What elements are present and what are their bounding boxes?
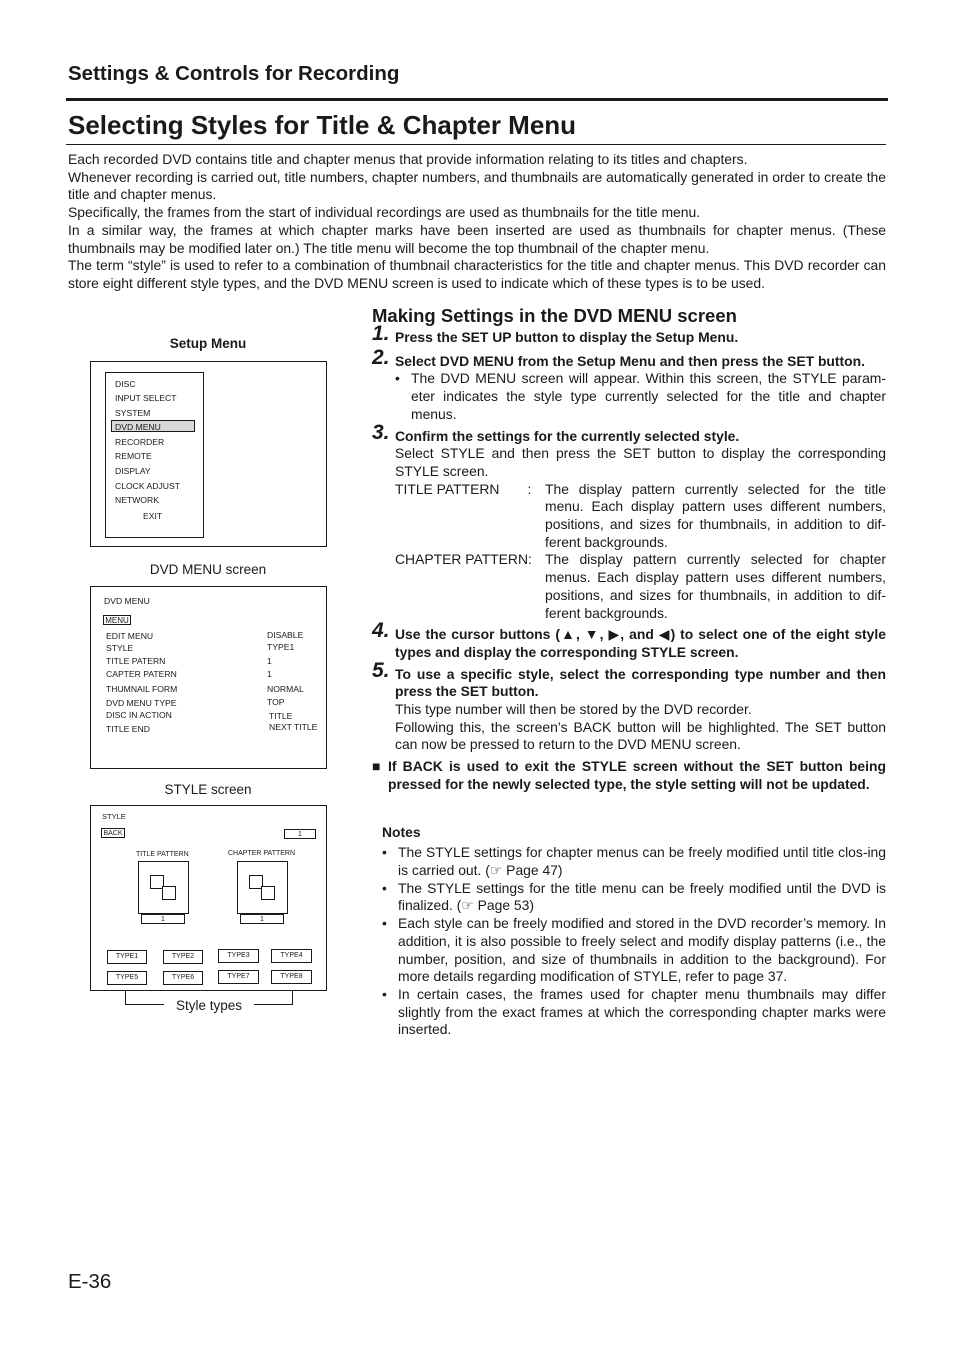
step-number: 5.: [372, 658, 390, 682]
dvd-menu-row-label[interactable]: EDIT MENU: [106, 631, 154, 641]
dvd-menu-row-value: 1: [267, 669, 272, 679]
step-text: Use the cursor buttons (▲, ▼, ▶, and ◀) to select one of the eight style types and display the corresponding STYLE screen.: [395, 626, 886, 660]
setup-menu-item[interactable]: CLOCK ADJUST: [115, 481, 180, 491]
step-bullet: • The DVD MENU screen will appear. Within this screen, the STYLE param-eter indicates the style type currently selected for the title and chapter menus.: [395, 370, 886, 422]
setup-menu-screen: [90, 361, 327, 547]
style-type-3[interactable]: TYPE3: [218, 949, 259, 963]
procedure-section: [372, 305, 886, 1039]
intro-paragraph: Whenever recording is carried out, title numbers, chapter numbers, and thumbnails are automatically generated in order to create the title and chapter menus.: [68, 168, 886, 203]
dvd-menu-screen: [90, 586, 327, 769]
definition-term: CHAPTER PATTERN:: [395, 551, 532, 568]
title-pattern-thumbnail[interactable]: [138, 861, 189, 914]
setup-menu-item[interactable]: DISC: [115, 379, 136, 389]
step-1: [372, 322, 886, 347]
setup-menu-item[interactable]: SYSTEM: [115, 408, 151, 418]
dvd-menu-row-label[interactable]: STYLE: [106, 643, 134, 653]
dvd-menu-tab[interactable]: MENU: [103, 615, 131, 625]
step-5: [372, 658, 886, 755]
dvd-menu-row-value: TITLE: [269, 711, 293, 721]
style-type-8[interactable]: TYPE8: [271, 970, 312, 984]
setup-menu-item[interactable]: NETWORK: [115, 495, 159, 505]
style-type-5[interactable]: TYPE5: [107, 971, 147, 985]
style-type-1[interactable]: TYPE1: [107, 950, 147, 964]
definition-term: TITLE PATTERN :: [395, 480, 532, 497]
pattern-definitions: [395, 481, 886, 623]
style-type-2[interactable]: TYPE2: [163, 950, 203, 964]
intro-paragraph: Specifically, the frames from the start of individual recordings are used as thumbnails for the title menu.: [68, 204, 701, 221]
title-pattern-label: TITLE PATTERN: [136, 851, 189, 858]
style-number-box: 1: [284, 829, 316, 839]
style-types-label: Style types: [175, 998, 243, 1013]
step-body: Following this, the screen’s BACK button will be highlighted. The SET button can now be pressed to return to the DVD MENU screen.: [395, 718, 886, 753]
dvd-menu-row-value: TYPE1: [267, 642, 295, 652]
style-screen: [90, 805, 327, 991]
step-number: 1.: [372, 322, 390, 345]
style-screen-title: STYLE: [102, 812, 126, 821]
step-2: [372, 345, 886, 424]
chapter-pattern-label: CHAPTER PATTERN: [228, 850, 296, 857]
step-text: Select DVD MENU from the Setup Menu and then press the SET button.: [395, 352, 866, 369]
title-pattern-value: 1: [141, 914, 185, 924]
definition-text: The display pattern currently selected for chapter menus. Each display pattern uses different numbers, positions, and sizes for thumbnails, in addition to dif-ferent backgrounds.: [545, 551, 886, 621]
section-header: Settings & Controls for Recording: [68, 62, 400, 85]
dvd-menu-caption: DVD MENU screen: [149, 562, 267, 577]
setup-menu-list: [105, 372, 204, 538]
square-bullet-icon: ■: [372, 758, 381, 775]
style-type-6[interactable]: TYPE6: [163, 971, 203, 985]
setup-menu-item[interactable]: REMOTE: [115, 451, 152, 461]
back-button[interactable]: BACK: [101, 828, 125, 838]
style-type-4[interactable]: TYPE4: [271, 949, 312, 963]
note-item: • The STYLE settings for chapter menus can be freely modified until title clos-ing is carried out. (☞ Page 47): [382, 844, 886, 878]
style-screen-caption: STYLE screen: [164, 782, 252, 797]
dvd-menu-row-label[interactable]: DVD MENU TYPE: [106, 698, 177, 708]
note-item: • In certain cases, the frames used for chapter menu thumbnails may differ slightly from the exact frames at which the corresponding chapter marks were inserted.: [382, 985, 886, 1038]
style-type-7[interactable]: TYPE7: [218, 970, 259, 984]
step-4: [372, 619, 886, 661]
step-text: To use a specific style, select the corresponding type number and then press the SET button.: [395, 665, 886, 700]
page-title: Selecting Styles for Title & Chapter Menu: [68, 110, 577, 140]
dvd-menu-row-label[interactable]: THUMNAIL FORM: [106, 684, 178, 694]
dvd-menu-row-value: 1: [267, 656, 272, 666]
page-number: E-36: [68, 1270, 112, 1293]
setup-menu-item[interactable]: RECORDER: [115, 437, 165, 447]
dvd-menu-row-value: NORMAL: [267, 684, 304, 694]
dvd-menu-title: DVD MENU: [104, 596, 150, 606]
intro-paragraph: Each recorded DVD contains title and chapter menus that provide information relating to its titles and chapters.: [68, 151, 748, 167]
setup-menu-item[interactable]: DISPLAY: [115, 466, 151, 476]
dvd-menu-row-value: DISABLE: [267, 630, 304, 640]
dvd-menu-row-label[interactable]: TITLE PATERN: [106, 656, 166, 666]
setup-menu-item-dvd-menu[interactable]: DVD MENU: [115, 422, 161, 432]
intro-text: [68, 151, 886, 293]
dvd-menu-row-value: NEXT TITLE: [269, 722, 318, 732]
dvd-menu-row-label[interactable]: TITLE END: [106, 724, 150, 734]
notes-section: [372, 824, 886, 1039]
intro-paragraph: The term “style” is used to refer to a combination of thumbnail characteristics for the title and chapter menus. This DVD recorder can store eight different style types, and the DVD MENU screen is used to indicate which of these types is to be used.: [68, 257, 886, 291]
chapter-pattern-thumbnail[interactable]: [237, 861, 288, 914]
step-number: 4.: [372, 619, 390, 643]
title-rule: [66, 144, 886, 145]
dvd-menu-row-label[interactable]: CAPTER PATERN: [106, 669, 177, 679]
header-rule: [66, 98, 888, 101]
note-item: • The STYLE settings for the title menu can be freely modified until the DVD is finalized. (☞ Page 53): [382, 879, 886, 914]
intro-paragraph: In a similar way, the frames at which chapter marks have been inserted are used as thumbnails for chapter menus. (These thumbnails may be modified later on.) The title menu will become the top thumbnail of the chapter menu.: [68, 221, 886, 256]
dvd-menu-row-value: TOP: [267, 697, 285, 707]
setup-menu-exit[interactable]: EXIT: [143, 511, 163, 521]
procedure-heading: Making Settings in the DVD MENU screen: [372, 305, 737, 326]
setup-menu-caption: Setup Menu: [169, 336, 247, 351]
step-number: 2.: [372, 345, 390, 369]
step-3: [372, 420, 886, 623]
definition-text: The display pattern currently selected for the title menu. Each display pattern uses different numbers, positions, and sizes for thumbnails, in addition to dif-ferent backgrounds.: [545, 480, 886, 550]
step-text: Press the SET UP button to display the Setup Menu.: [395, 329, 739, 345]
notes-heading: Notes: [382, 823, 421, 840]
step-body: This type number will then be stored by the DVD recorder.: [395, 701, 752, 718]
dvd-menu-row-label[interactable]: DISC IN ACTION: [106, 710, 172, 720]
chapter-pattern-value: 1: [240, 914, 284, 924]
note-item: • Each style can be freely modified and stored in the DVD recorder’s memory. In addition, it is also possible to freely select and modify display patterns (i.e., the number, position, and size of thumbnails in addition to the background). For more details regarding modification of STYLE, refer to page 37.: [382, 915, 886, 985]
setup-menu-item[interactable]: INPUT SELECT: [115, 393, 177, 403]
step-number: 3.: [372, 420, 390, 444]
warning-note: ■ If BACK is used to exit the STYLE screen without the SET button being pressed for the newly selected type, the style setting will not be updated.: [372, 758, 886, 792]
step-text: Confirm the settings for the currently selected style.: [395, 427, 740, 444]
step-body: Select STYLE and then press the SET button to display the corresponding STYLE screen.: [395, 445, 886, 479]
